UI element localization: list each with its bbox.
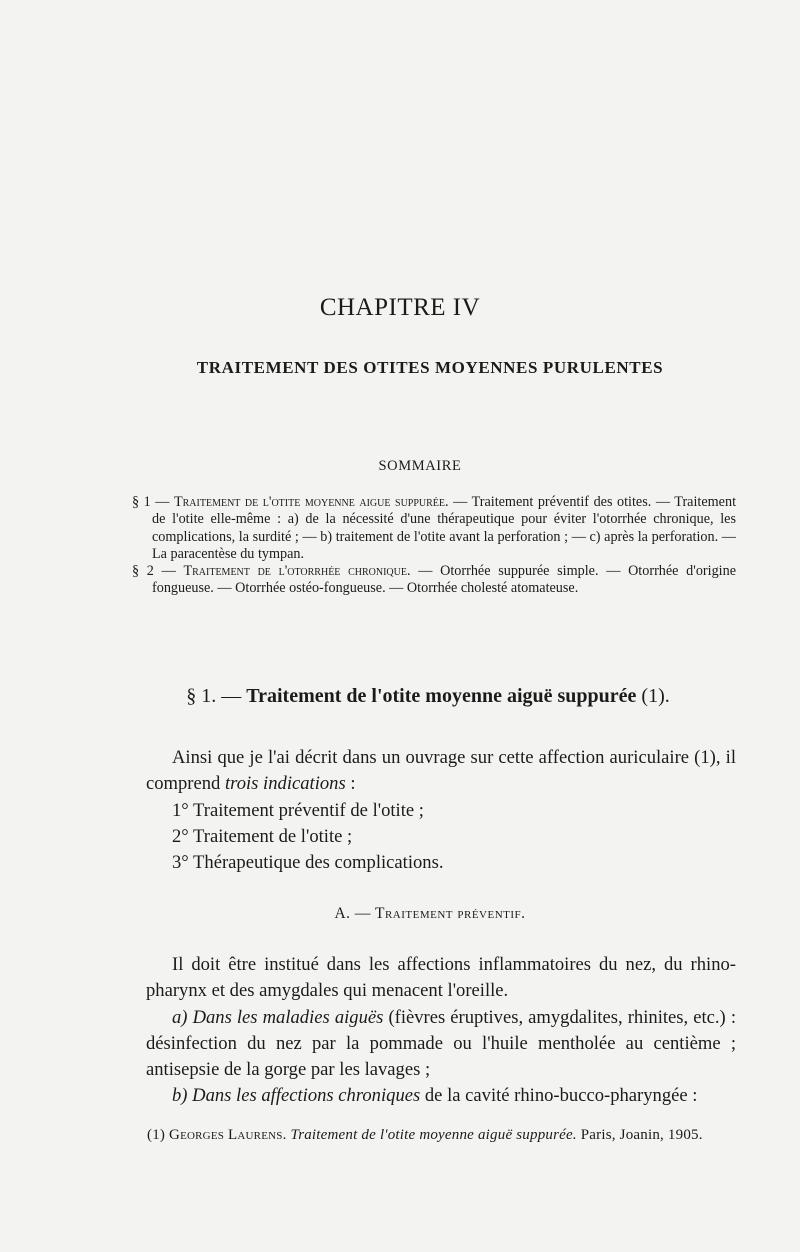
summary-heading: SOMMAIRE — [378, 458, 462, 474]
intro-tail: : — [345, 773, 356, 795]
intro-emphasis: trois indications — [225, 773, 346, 795]
paragraph-3 — [146, 1083, 736, 1109]
preventive-block — [146, 952, 736, 1110]
paragraph-2-label: a) — [172, 1006, 193, 1028]
footnote-ref: (1) — [147, 1127, 170, 1143]
section-note-ref: (1). — [636, 685, 670, 707]
footnote — [147, 1127, 747, 1144]
summary-item-2-mark: § 2 — — [132, 563, 184, 580]
summary-block — [132, 494, 736, 598]
summary-item-2 — [132, 563, 736, 598]
footnote-author: Georges Laurens. — [169, 1127, 287, 1143]
list-item: 3° Thérapeutique des complications. — [172, 852, 444, 874]
paragraph-2-emphasis: Dans les maladies aiguës — [192, 1006, 384, 1028]
paragraph-2 — [146, 1005, 736, 1084]
chapter-title: TRAITEMENT DES OTITES MOYENNES PURULENTES — [196, 358, 664, 377]
summary-item-1-mark: § 1 — — [132, 494, 174, 510]
intro-paragraph — [146, 745, 736, 798]
paragraph-2-rest: (fièvres éruptives, amygdalites, rhinites, etc.) : désinfection du nez par la pommade ou l'huile mentholée au centième ; antisepsie de la gorge par les lavages ; — [146, 1006, 736, 1081]
section-title-text: Traitement de l'otite moyenne aiguë suppurée — [246, 685, 637, 707]
intro-block — [146, 745, 736, 876]
footnote-title: Traitement de l'otite moyenne aiguë suppurée. — [286, 1127, 577, 1143]
intro-text: Ainsi que je l'ai décrit dans un ouvrage sur cette affection auriculaire (1), il comprend — [146, 747, 736, 795]
summary-item-1-rest: — Traitement préventif des otites. — Traitement de l'otite elle-même : a) de la nécessité d'une thérapeutique pour éviter l'otorrhée chronique, les complications, la surdité ; — b) traitement de l'otite avant la perforation ; — c) après la perforation. — La paracentèse du tympan. — [152, 494, 737, 562]
summary-item-1 — [132, 494, 736, 563]
list-item: 1° Traitement préventif de l'otite ; — [172, 799, 424, 821]
section-number: § 1. — — [186, 685, 247, 707]
paragraph-1: Il doit être institué dans les affections inflammatoires du nez, du rhino-pharynx et des amygdales qui menacent l'oreille. — [146, 954, 736, 1002]
summary-item-1-caps: Traitement de l'otite moyenne aigue suppurée. — [173, 494, 449, 510]
section-heading — [148, 685, 708, 708]
subsection-heading: A. — Traitement préventif. — [334, 905, 526, 922]
summary-item-2-caps: Traitement de l'otorrhée chronique. — [183, 563, 411, 580]
list-item: 2° Traitement de l'otite ; — [172, 825, 353, 847]
paragraph-3-rest: de la cavité rhino-bucco-pharyngée : — [420, 1085, 698, 1107]
footnote-publisher: Paris, Joanin, 1905. — [576, 1127, 703, 1143]
chapter-heading: CHAPITRE IV — [319, 294, 481, 321]
paragraph-3-emphasis: Dans les affections chroniques — [192, 1085, 421, 1107]
summary-item-2-rest: — Otorrhée suppurée simple. — Otorrhée d'origine fongueuse. — Otorrhée ostéo-fongueuse. — Otorrhée cholesté atomateuse. — [152, 563, 737, 597]
paragraph-3-label: b) — [172, 1085, 193, 1107]
